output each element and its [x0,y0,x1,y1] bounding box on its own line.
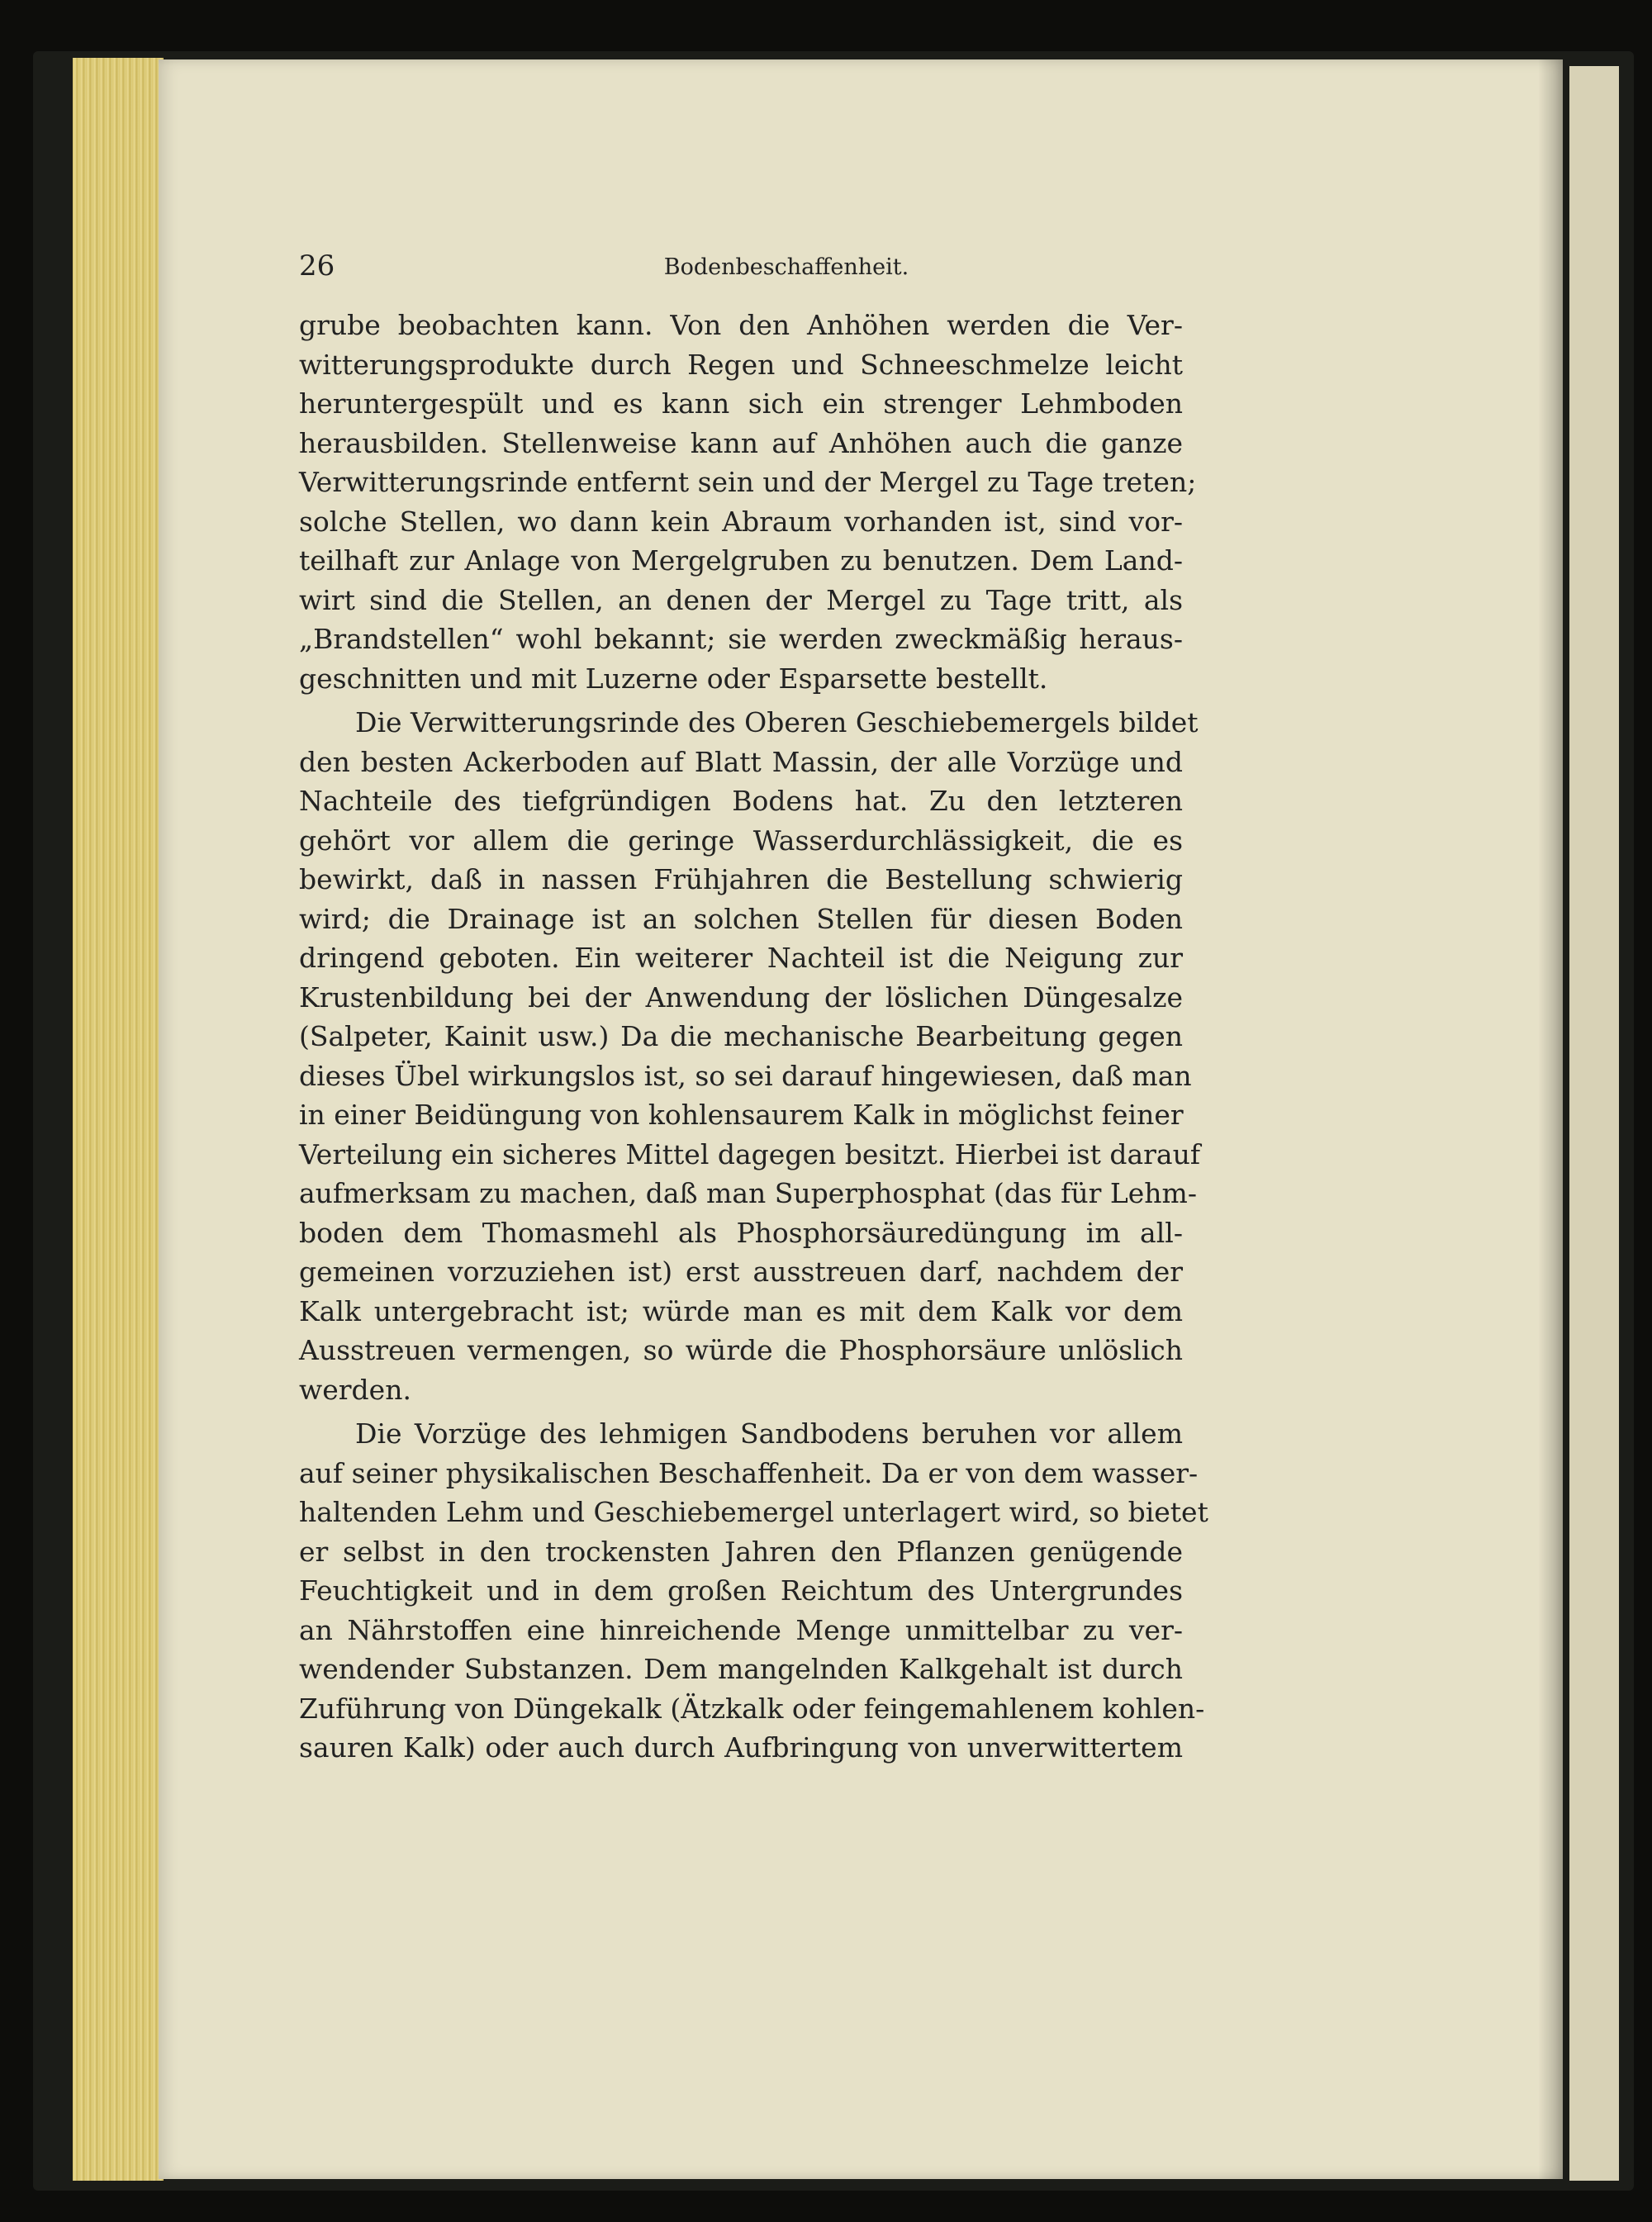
text-line: Krustenbildung bei der Anwendung der löslichen Düngesalze [299,980,1183,1014]
body-text [299,306,1208,1768]
page-header [299,249,1183,291]
text-line: Kalk untergebracht ist; würde man es mit dem Kalk vor dem [299,1294,1183,1327]
text-line: witterungsprodukte durch Regen und Schneeschmelze leicht [299,348,1183,381]
page-edges [73,58,164,2181]
text-line: Die Vorzüge des lehmigen Sandbodens beruhen vor allem [355,1417,1183,1450]
text-line: Verteilung ein sicheres Mittel dagegen besitzt. Hierbei ist darauf [299,1137,1201,1170]
text-line: boden dem Thomasmehl als Phosphorsäuredüngung im all- [299,1216,1183,1249]
text-line: wirt sind die Stellen, an denen der Mergel zu Tage tritt, als [299,583,1183,616]
text-line: herausbilden. Stellenweise kann auf Anhöhen auch die ganze [299,426,1183,459]
text-line: auf seiner physikalischen Beschaffenheit. Da er von dem wasser- [299,1456,1199,1489]
text-line: an Nährstoffen eine hinreichende Menge unmittelbar zu ver- [299,1613,1183,1646]
facing-page-edge [1569,66,1619,2181]
text-line: Zuführung von Düngekalk (Ätzkalk oder feingemahlenem kohlen- [299,1692,1205,1725]
text-line: solche Stellen, wo dann kein Abraum vorhanden ist, sind vor- [299,505,1183,538]
text-line: sauren Kalk) oder auch durch Aufbringung von unverwittertem [299,1731,1183,1764]
text-line: er selbst in den trockensten Jahren den Pflanzen genügende [299,1535,1183,1568]
text-line: teilhaft zur Anlage von Mergelgruben zu benutzen. Dem Land- [299,544,1183,577]
text-line: gemeinen vorzuziehen ist) erst ausstreuen darf, nachdem der [299,1256,1183,1288]
page-number: 26 [299,249,335,282]
text-line: in einer Beidüngung von kohlensaurem Kalk in möglichst feiner [299,1099,1184,1131]
text-line: aufmerksam zu machen, daß man Superphosphat (das für Lehm- [299,1177,1198,1209]
text-line: Nachteile des tiefgründigen Bodens hat. Zu den letzteren [299,785,1183,817]
text-line: Verwitterungsrinde entfernt sein und der Mergel zu Tage treten; [299,466,1197,498]
page-gutter [1538,59,1563,2179]
text-line: gehört vor allem die geringe Wasserdurchlässigkeit, die es [299,824,1183,857]
text-line: den besten Ackerboden auf Blatt Massin, der alle Vorzüge und [299,745,1183,778]
text-line: haltenden Lehm und Geschiebemergel unterlagert wird, so bietet [299,1496,1208,1528]
text-line: „Brandstellen“ wohl bekannt; sie werden zweckmäßig heraus- [299,623,1183,655]
text-line: dieses Übel wirkungslos ist, so sei darauf hingewiesen, daß man [299,1059,1192,1092]
text-line: heruntergespült und es kann sich ein strenger Lehmboden [299,387,1183,420]
running-head: Bodenbeschaffenheit. [663,254,909,280]
text-line: Ausstreuen vermengen, so würde die Phosphorsäure unlöslich [299,1334,1183,1366]
text-line: werden. [299,1373,411,1406]
text-line: (Salpeter, Kainit usw.) Da die mechanische Bearbeitung gegen [299,1020,1183,1052]
text-line: Die Verwitterungsrinde des Oberen Geschiebemergels bildet [355,706,1199,738]
text-line: wird; die Drainage ist an solchen Stellen für diesen Boden [299,902,1183,935]
text-line: grube beobachten kann. Von den Anhöhen werden die Ver- [299,309,1183,341]
text-line: geschnitten und mit Luzerne oder Esparsette bestellt. [299,662,1048,695]
text-line: Feuchtigkeit und in dem großen Reichtum des Untergrundes [299,1574,1183,1607]
text-line: wendender Substanzen. Dem mangelnden Kalkgehalt ist durch [299,1653,1183,1685]
text-line: dringend geboten. Ein weiterer Nachteil ist die Neigung zur [299,942,1183,974]
text-line: bewirkt, daß in nassen Frühjahren die Bestellung schwierig [299,863,1183,895]
